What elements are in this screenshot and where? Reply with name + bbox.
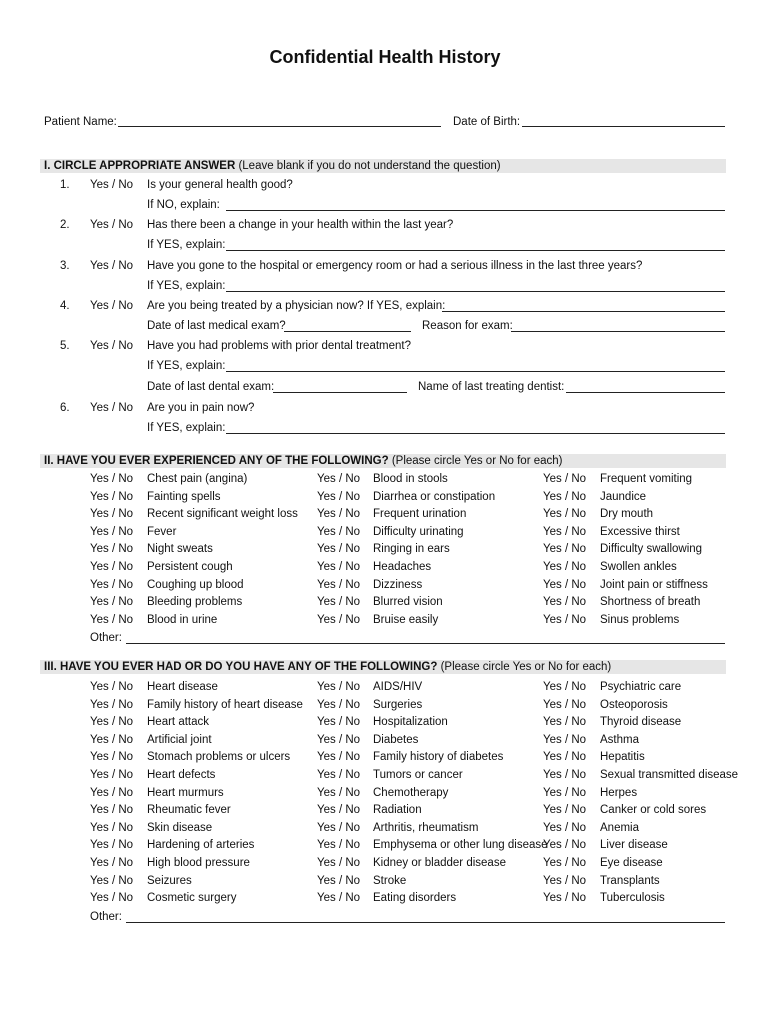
condition-label: Bleeding problems — [147, 596, 243, 609]
yes-no-choice[interactable]: Yes / No — [90, 892, 134, 905]
list-row — [0, 714, 770, 730]
yes-no-choice[interactable]: Yes / No — [317, 733, 361, 746]
section2-other-label: Other: — [90, 632, 122, 644]
yes-no-choice[interactable]: Yes / No — [90, 508, 134, 521]
yes-no-choice[interactable]: Yes / No — [317, 578, 361, 591]
condition-label: Family history of heart disease — [147, 698, 303, 711]
q2-number: 2. — [60, 219, 70, 231]
condition-label: Heart disease — [147, 681, 218, 693]
yes-no-choice[interactable]: Yes / No — [317, 874, 361, 887]
yes-no-choice[interactable]: Yes / No — [543, 716, 587, 729]
condition-label: High blood pressure — [147, 857, 250, 869]
yes-no-choice[interactable]: Yes / No — [543, 857, 587, 869]
q6-yes-no[interactable]: Yes / No — [90, 402, 134, 414]
condition-label: Excessive thirst — [600, 525, 680, 538]
yes-no-choice[interactable]: Yes / No — [90, 578, 134, 591]
list-row — [0, 785, 770, 801]
list-row — [0, 732, 770, 748]
condition-label: Joint pain or stiffness — [600, 578, 708, 591]
section3-note: (Please circle Yes or No for each) — [440, 661, 612, 673]
yes-no-choice[interactable]: Yes / No — [317, 716, 361, 729]
yes-no-choice[interactable]: Yes / No — [543, 733, 587, 746]
condition-label: Chemotherapy — [373, 786, 449, 799]
yes-no-choice[interactable]: Yes / No — [543, 874, 587, 887]
condition-label: Canker or cold sores — [600, 804, 707, 817]
yes-no-choice[interactable]: Yes / No — [90, 733, 134, 746]
yes-no-choice[interactable]: Yes / No — [543, 698, 587, 711]
yes-no-choice[interactable]: Yes / No — [317, 508, 361, 521]
q4-last-exam-label: Date of last medical exam? — [147, 320, 286, 332]
yes-no-choice[interactable]: Yes / No — [90, 613, 134, 626]
yes-no-choice[interactable]: Yes / No — [543, 561, 587, 573]
list-row — [0, 749, 770, 765]
yes-no-choice[interactable]: Yes / No — [317, 892, 361, 905]
yes-no-choice[interactable]: Yes / No — [317, 681, 361, 693]
q4-number: 4. — [60, 300, 70, 312]
q6-explain-field[interactable] — [226, 433, 725, 434]
list-row — [0, 524, 770, 540]
condition-label: Radiation — [373, 804, 422, 817]
page-title: Confidential Health History — [269, 47, 501, 67]
yes-no-choice[interactable]: Yes / No — [317, 543, 361, 556]
section3-header — [44, 660, 611, 674]
q4-yes-no[interactable]: Yes / No — [90, 300, 134, 312]
condition-label: Transplants — [600, 874, 660, 887]
condition-label: Headaches — [373, 561, 432, 573]
yes-no-choice[interactable]: Yes / No — [543, 892, 587, 905]
condition-label: Ringing in ears — [373, 543, 450, 556]
condition-label: Persistent cough — [147, 561, 233, 573]
condition-label: Kidney or bladder disease — [373, 857, 506, 869]
yes-no-choice[interactable]: Yes / No — [317, 839, 361, 852]
condition-label: Cosmetic surgery — [147, 892, 237, 905]
condition-label: Surgeries — [373, 698, 423, 711]
q6-number: 6. — [60, 402, 70, 414]
q4-explain-field[interactable] — [442, 311, 725, 312]
yes-no-choice[interactable]: Yes / No — [317, 490, 361, 503]
yes-no-choice[interactable]: Yes / No — [317, 698, 361, 711]
yes-no-choice[interactable]: Yes / No — [543, 613, 587, 626]
list-row — [0, 802, 770, 818]
q3-text: Have you gone to the hospital or emergency room or had a serious illness in the last three years? — [147, 260, 643, 272]
condition-label: Stomach problems or ulcers — [147, 751, 291, 764]
yes-no-choice[interactable]: Yes / No — [543, 473, 587, 485]
condition-label: Tumors or cancer — [373, 769, 463, 781]
condition-label: Chest pain (angina) — [147, 473, 248, 485]
condition-label: Asthma — [600, 733, 639, 746]
condition-label: Artificial joint — [147, 733, 212, 746]
section2-header — [44, 454, 563, 468]
condition-label: Tuberculosis — [600, 892, 665, 905]
yes-no-choice[interactable]: Yes / No — [317, 525, 361, 538]
yes-no-choice[interactable]: Yes / No — [90, 786, 134, 799]
yes-no-choice[interactable]: Yes / No — [543, 821, 587, 834]
q6-text: Are you in pain now? — [147, 402, 255, 414]
q3-number: 3. — [60, 260, 70, 272]
yes-no-choice[interactable]: Yes / No — [317, 769, 361, 781]
condition-label: Hospitalization — [373, 716, 448, 729]
condition-label: Emphysema or other lung disease — [373, 839, 548, 852]
q5-text: Have you had problems with prior dental treatment? — [147, 340, 412, 352]
condition-label: Hardening of arteries — [147, 839, 255, 852]
section3-title: III. HAVE YOU EVER HAD OR DO YOU HAVE ANY OF THE FOLLOWING? — [44, 661, 438, 673]
section1-title: I. CIRCLE APPROPRIATE ANSWER — [44, 160, 236, 172]
q5-dentist-field[interactable] — [566, 392, 725, 393]
yes-no-choice[interactable]: Yes / No — [543, 786, 587, 799]
q5-last-exam-label: Date of last dental exam: — [147, 381, 275, 393]
q1-follow-label: If NO, explain: — [147, 199, 220, 211]
dob-label: Date of Birth: — [453, 116, 521, 128]
section1-note: (Leave blank if you do not understand the question) — [238, 160, 501, 172]
condition-label: Stroke — [373, 874, 407, 887]
q2-yes-no[interactable]: Yes / No — [90, 219, 134, 231]
list-row — [0, 506, 770, 522]
section2-title: II. HAVE YOU EVER EXPERIENCED ANY OF THE FOLLOWING? — [44, 455, 389, 467]
q2-follow-label: If YES, explain: — [147, 239, 226, 251]
q6-follow-label: If YES, explain: — [147, 422, 226, 434]
yes-no-choice[interactable]: Yes / No — [90, 839, 134, 852]
q3-follow-label: If YES, explain: — [147, 280, 226, 292]
patient-name-label: Patient Name: — [44, 116, 117, 128]
condition-label: Seizures — [147, 874, 192, 887]
condition-label: Difficulty swallowing — [600, 543, 703, 556]
condition-label: Swollen ankles — [600, 561, 677, 573]
list-row — [0, 559, 770, 575]
condition-label: Eye disease — [600, 857, 663, 869]
list-row — [0, 594, 770, 610]
yes-no-choice[interactable]: Yes / No — [90, 596, 134, 609]
condition-label: Recent significant weight loss — [147, 508, 298, 521]
condition-label: Diarrhea or constipation — [373, 490, 496, 503]
list-row — [0, 697, 770, 713]
condition-label: Heart defects — [147, 769, 216, 781]
condition-label: Psychiatric care — [600, 681, 682, 693]
yes-no-choice[interactable]: Yes / No — [90, 525, 134, 538]
yes-no-choice[interactable]: Yes / No — [90, 821, 134, 834]
list-row — [0, 541, 770, 557]
condition-label: Fainting spells — [147, 490, 221, 503]
condition-label: Difficulty urinating — [373, 525, 464, 538]
condition-label: Dry mouth — [600, 508, 654, 521]
condition-label: Coughing up blood — [147, 578, 244, 591]
condition-label: Shortness of breath — [600, 596, 701, 609]
condition-label: Rheumatic fever — [147, 804, 231, 817]
yes-no-choice[interactable]: Yes / No — [90, 473, 134, 485]
yes-no-choice[interactable]: Yes / No — [543, 596, 587, 609]
q5-dentist-label: Name of last treating dentist: — [418, 381, 565, 393]
condition-label: Fever — [147, 525, 177, 538]
q5-explain-field[interactable] — [226, 371, 725, 372]
q4-reason-label: Reason for exam: — [422, 320, 513, 332]
yes-no-choice[interactable]: Yes / No — [90, 857, 134, 869]
condition-label: Frequent vomiting — [600, 473, 693, 485]
q4-text: Are you being treated by a physician now? If YES, explain: — [147, 300, 446, 312]
q5-number: 5. — [60, 340, 70, 352]
yes-no-choice[interactable]: Yes / No — [317, 857, 361, 869]
yes-no-choice[interactable]: Yes / No — [543, 543, 587, 556]
dob-field[interactable] — [522, 126, 725, 127]
q5-last-exam-field[interactable] — [273, 392, 407, 393]
yes-no-choice[interactable]: Yes / No — [90, 561, 134, 573]
condition-label: Eating disorders — [373, 892, 457, 905]
yes-no-choice[interactable]: Yes / No — [317, 821, 361, 834]
list-row — [0, 837, 770, 853]
condition-label: Osteoporosis — [600, 698, 668, 711]
condition-label: Thyroid disease — [600, 716, 682, 729]
q3-yes-no[interactable]: Yes / No — [90, 260, 134, 272]
condition-label: Liver disease — [600, 839, 668, 852]
q3-explain-field[interactable] — [226, 291, 725, 292]
condition-label: Heart attack — [147, 716, 209, 729]
condition-label: Jaundice — [600, 490, 647, 503]
condition-label: Dizziness — [373, 578, 423, 591]
list-row — [0, 820, 770, 836]
q5-follow-label: If YES, explain: — [147, 360, 226, 372]
section1-header — [44, 159, 501, 173]
yes-no-choice[interactable]: Yes / No — [543, 490, 587, 503]
yes-no-choice[interactable]: Yes / No — [90, 804, 134, 817]
q1-explain-field[interactable] — [226, 210, 725, 211]
yes-no-choice[interactable]: Yes / No — [317, 751, 361, 764]
q1-text: Is your general health good? — [147, 179, 293, 191]
condition-label: Heart murmurs — [147, 786, 224, 799]
section3-other-label: Other: — [90, 911, 122, 923]
yes-no-choice[interactable]: Yes / No — [317, 473, 361, 485]
patient-name-field[interactable] — [118, 126, 441, 127]
yes-no-choice[interactable]: Yes / No — [543, 769, 587, 781]
condition-label: Sexual transmitted disease — [600, 769, 739, 781]
yes-no-choice[interactable]: Yes / No — [90, 716, 134, 729]
q2-explain-field[interactable] — [226, 250, 725, 251]
q2-text: Has there been a change in your health within the last year? — [147, 219, 454, 231]
condition-label: Family history of diabetes — [373, 751, 504, 764]
yes-no-choice[interactable]: Yes / No — [543, 681, 587, 693]
yes-no-choice[interactable]: Yes / No — [543, 525, 587, 538]
condition-label: Blood in urine — [147, 613, 218, 626]
condition-label: Blurred vision — [373, 596, 443, 609]
yes-no-choice[interactable]: Yes / No — [90, 681, 134, 693]
yes-no-choice[interactable]: Yes / No — [543, 508, 587, 521]
q4-last-exam-field[interactable] — [284, 331, 411, 332]
yes-no-choice[interactable]: Yes / No — [90, 769, 134, 781]
condition-label: Sinus problems — [600, 613, 680, 626]
yes-no-choice[interactable]: Yes / No — [90, 698, 134, 711]
condition-label: Blood in stools — [373, 473, 448, 485]
condition-label: Herpes — [600, 786, 638, 799]
yes-no-choice[interactable]: Yes / No — [90, 874, 134, 887]
section2-note: (Please circle Yes or No for each) — [391, 455, 563, 467]
yes-no-choice[interactable]: Yes / No — [543, 578, 587, 591]
yes-no-choice[interactable]: Yes / No — [543, 839, 587, 852]
list-row — [0, 489, 770, 505]
list-row — [0, 679, 770, 695]
yes-no-choice[interactable]: Yes / No — [90, 751, 134, 764]
yes-no-choice[interactable]: Yes / No — [90, 543, 134, 556]
condition-label: Hepatitis — [600, 751, 645, 764]
yes-no-choice[interactable]: Yes / No — [317, 613, 361, 626]
yes-no-choice[interactable]: Yes / No — [317, 804, 361, 817]
condition-label: Frequent urination — [373, 508, 467, 521]
yes-no-choice[interactable]: Yes / No — [317, 786, 361, 799]
list-row — [0, 471, 770, 487]
section2-other-field[interactable] — [126, 643, 725, 644]
list-row — [0, 612, 770, 628]
list-row — [0, 873, 770, 889]
section3-other-field[interactable] — [126, 922, 725, 923]
yes-no-choice[interactable]: Yes / No — [543, 751, 587, 764]
yes-no-choice[interactable]: Yes / No — [543, 804, 587, 817]
list-row — [0, 577, 770, 593]
condition-label: Diabetes — [373, 733, 419, 746]
condition-label: Skin disease — [147, 821, 213, 834]
condition-label: AIDS/HIV — [373, 681, 423, 693]
q1-number: 1. — [60, 179, 70, 191]
q1-yes-no[interactable]: Yes / No — [90, 179, 134, 191]
list-row — [0, 890, 770, 906]
condition-label: Night sweats — [147, 543, 213, 556]
q4-reason-field[interactable] — [511, 331, 725, 332]
list-row — [0, 855, 770, 871]
list-row — [0, 767, 770, 783]
condition-label: Arthritis, rheumatism — [373, 821, 479, 834]
condition-label: Bruise easily — [373, 613, 439, 626]
yes-no-choice[interactable]: Yes / No — [317, 561, 361, 573]
yes-no-choice[interactable]: Yes / No — [90, 490, 134, 503]
condition-label: Anemia — [600, 821, 639, 834]
yes-no-choice[interactable]: Yes / No — [317, 596, 361, 609]
q5-yes-no[interactable]: Yes / No — [90, 340, 134, 352]
